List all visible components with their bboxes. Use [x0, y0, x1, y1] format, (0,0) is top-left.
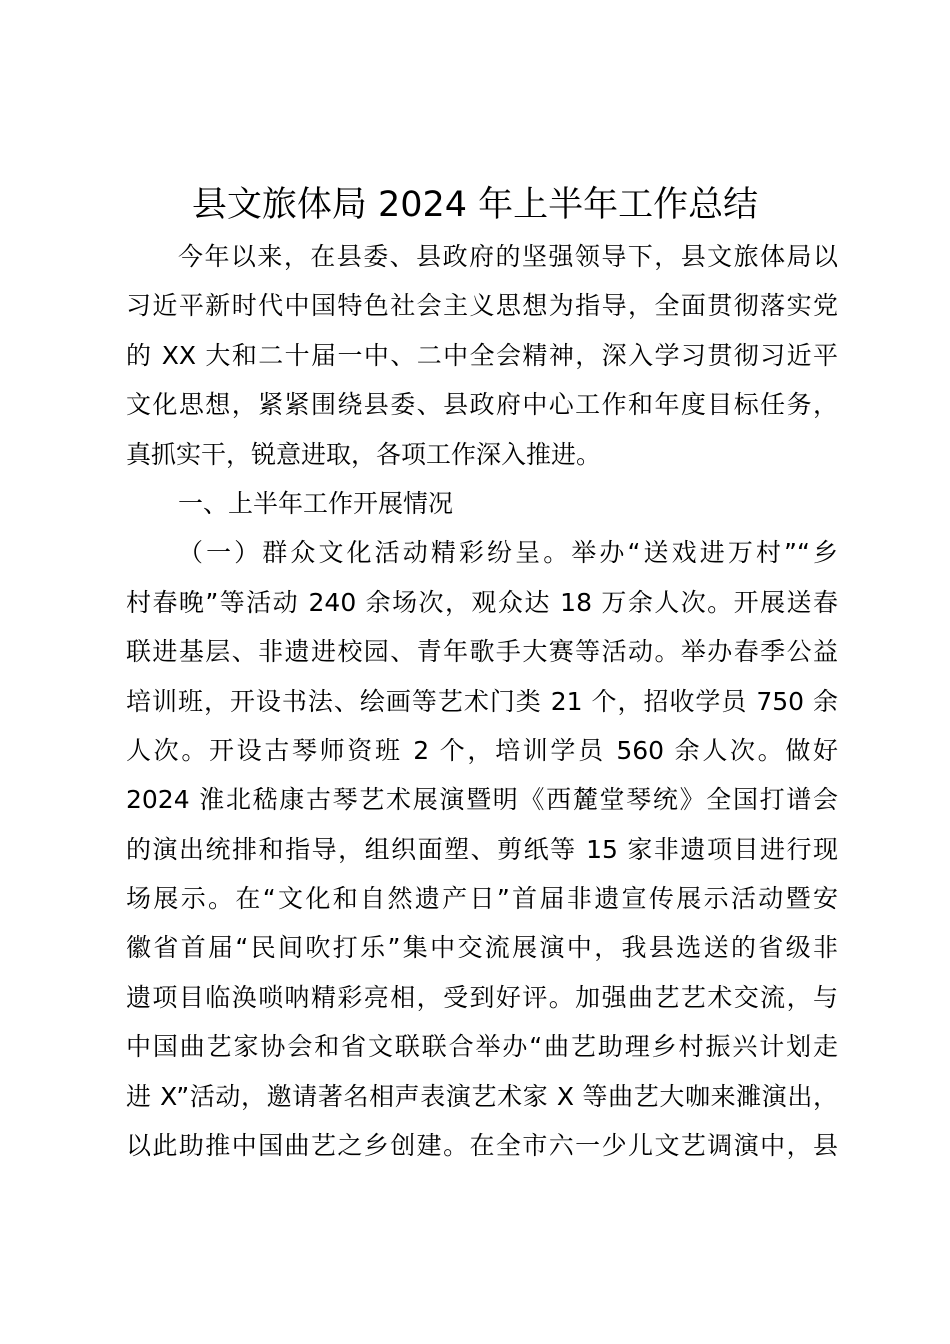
paragraph-line: 今年以来，在县委、县政府的坚强领导下，县文旅体局以: [178, 242, 838, 271]
paragraph-line: （一）群众文化活动精彩纷呈。举办“送戏进万村”“乡: [178, 538, 838, 568]
paragraph-line: 中国曲艺家协会和省文联联合举办“曲艺助理乡村振兴计划走: [126, 1032, 838, 1062]
section-heading: 一、上半年工作开展情况: [178, 488, 454, 518]
paragraph-line: 真抓实干，锐意进取，各项工作深入推进。: [126, 439, 602, 469]
paragraph-line: 以此助推中国曲艺之乡创建。在全市六一少儿文艺调演中，县: [126, 1131, 838, 1161]
paragraph-line: 的演出统排和指导，组织面塑、剪纸等 15 家非遗项目进行现: [126, 834, 838, 864]
paragraph-line: 遗项目临涣唢呐精彩亮相，受到好评。加强曲艺艺术交流，与: [126, 982, 838, 1012]
paragraph-line: 文化思想，紧紧围绕县委、县政府中心工作和年度目标任务，: [126, 390, 838, 420]
paragraph-line: 徽省首届“民间吹打乐”集中交流展演中，我县选送的省级非: [126, 933, 838, 963]
document-title: 县文旅体局 2024 年上半年工作总结: [191, 185, 759, 225]
paragraph-line: 的 XX 大和二十届一中、二中全会精神，深入学习贯彻习近平: [126, 340, 838, 370]
paragraph-line: 培训班，开设书法、绘画等艺术门类 21 个，招收学员 750 余: [126, 686, 838, 716]
paragraph-line: 人次。开设古琴师资班 2 个，培训学员 560 余人次。做好: [126, 735, 838, 765]
paragraph-line: 村春晚”等活动 240 余场次，观众达 18 万余人次。开展送春: [126, 587, 838, 617]
paragraph-line: 进 X”活动，邀请著名相声表演艺术家 X 等曲艺大咖来濉演出，: [126, 1081, 838, 1111]
document-body: [126, 232, 838, 1170]
paragraph-line: 场展示。在“文化和自然遗产日”首届非遗宣传展示活动暨安: [126, 884, 838, 914]
paragraph-line: 联进基层、非遗进校园、青年歌手大赛等活动。举办春季公益: [126, 637, 838, 667]
paragraph-line: 习近平新时代中国特色社会主义思想为指导，全面贯彻落实党: [126, 291, 838, 321]
paragraph-line: 2024 淮北嵇康古琴艺术展演暨明《西麓堂琴统》全国打谱会: [126, 785, 838, 815]
